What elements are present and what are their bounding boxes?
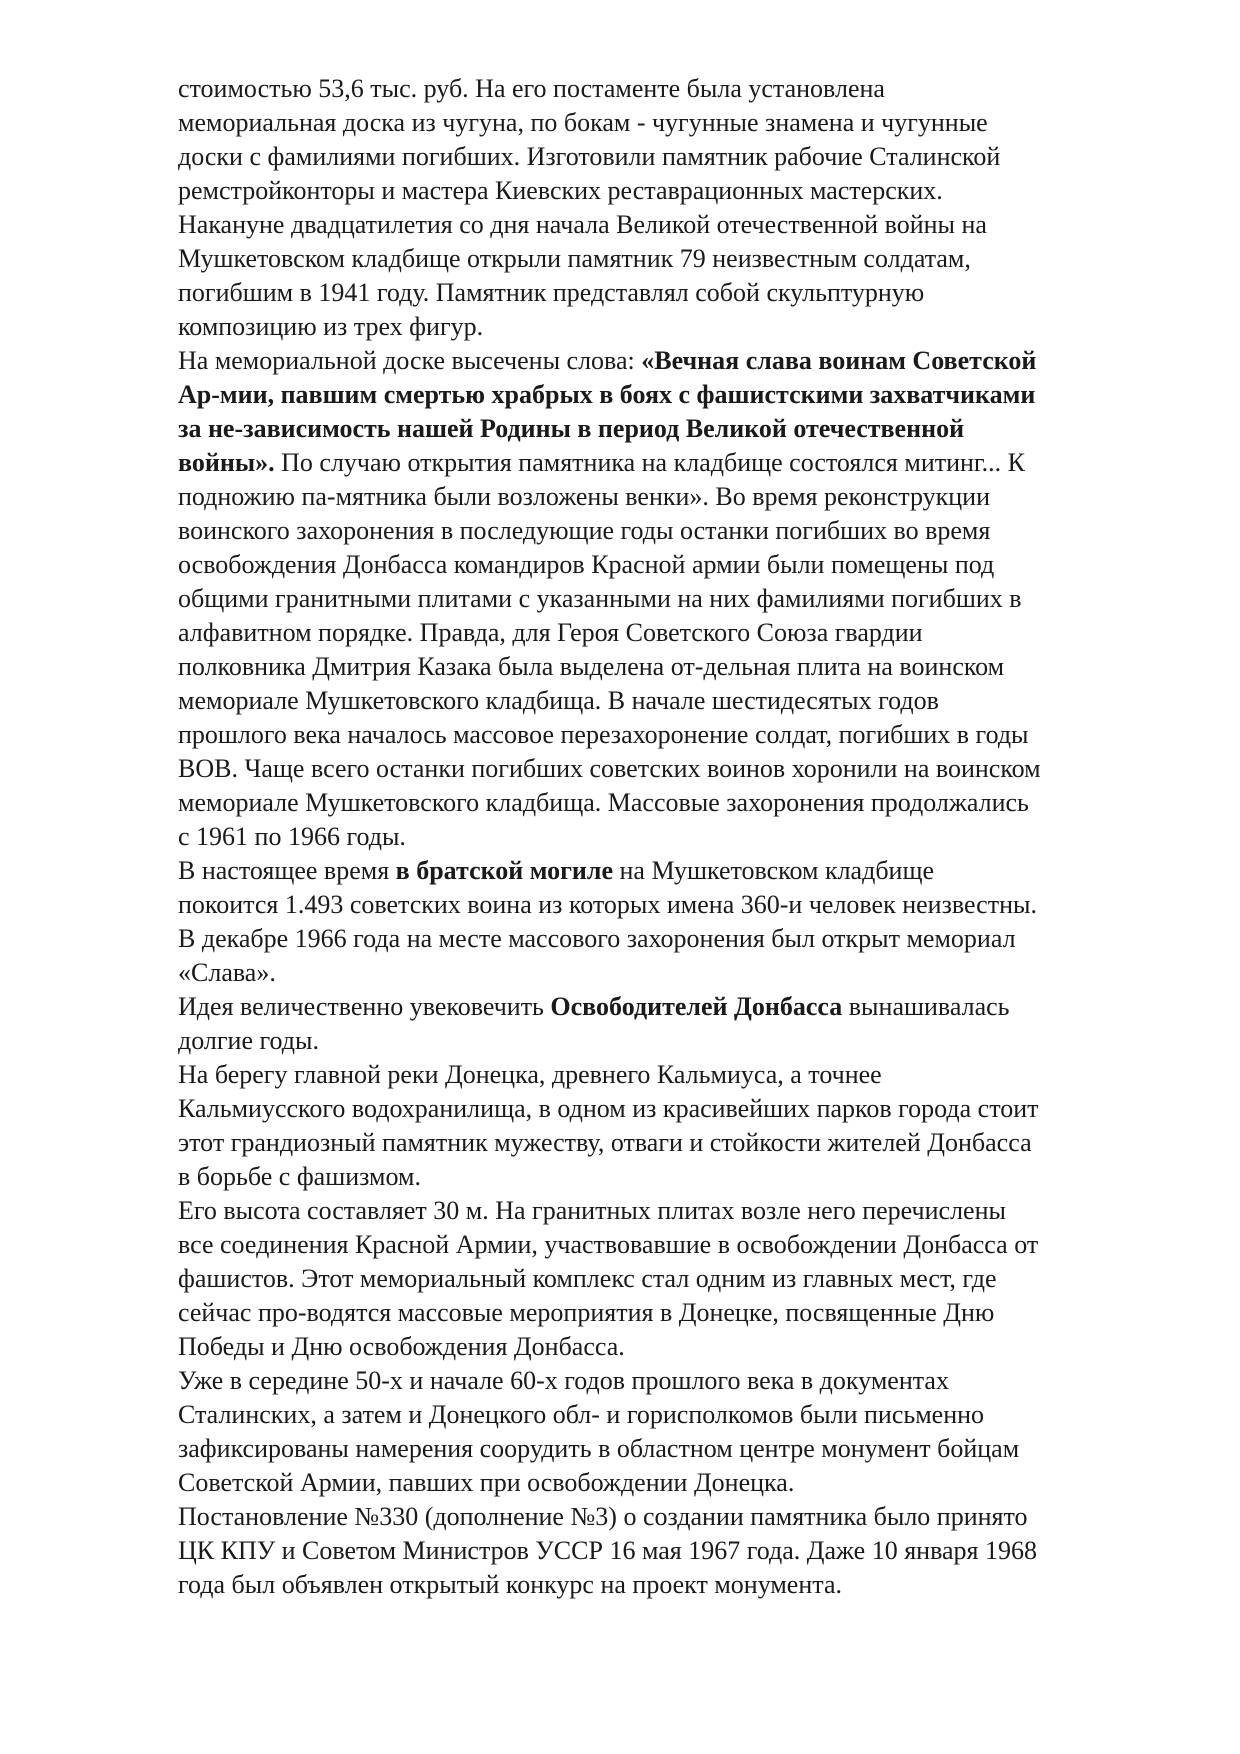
text-line: зафиксированы намерения соорудить в областном центре монумент бойцам xyxy=(178,1434,1020,1463)
text-line: Победы и Дню освобождения Донбасса. xyxy=(178,1332,625,1361)
paragraph-resolution-330 xyxy=(178,1500,1178,1602)
inscription-bold: «Вечная слава воинам Советской xyxy=(641,346,1037,375)
text-line: Сталинских, а затем и Донецкого обл- и горисполкомов были письменно xyxy=(178,1400,985,1429)
text-line: сейчас про-водятся массовые мероприятия в Донецке, посвященные Дню xyxy=(178,1298,995,1327)
text-line: ЦК КПУ и Советом Министров УССР 16 мая 1967 года. Даже 10 января 1968 xyxy=(178,1536,1038,1565)
text-line: мемориале Мушкетовского кладбища. Массовые захоронения продолжались xyxy=(178,788,1029,817)
text-line: фашистов. Этот мемориальный комплекс стал одним из главных мест, где xyxy=(178,1264,997,1293)
text-line: ВОВ. Чаще всего останки погибших советских воинов хоронили на воинском xyxy=(178,754,1041,783)
text-line: Мушкетовском кладбище открыли памятник 79 неизвестным солдатам, xyxy=(178,244,971,273)
inscription-bold: за не-зависимость нашей Родины в период Великой отечественной xyxy=(178,414,965,443)
text-line: Уже в середине 50-х и начале 60-х годов прошлого века в документах xyxy=(178,1366,949,1395)
text-line: композицию из трех фигур. xyxy=(178,312,484,341)
text-line: погибшим в 1941 году. Памятник представлял собой скульптурную xyxy=(178,278,925,307)
text-line: «Слава». xyxy=(178,958,276,987)
text-line xyxy=(178,412,1178,446)
text-line: покоится 1.493 советских воина из которых имена 360-и человек неизвестны. xyxy=(178,890,1037,919)
text-line: воинского захоронения в последующие годы останки погибших во время xyxy=(178,516,991,545)
text-line: долгие годы. xyxy=(178,1026,319,1055)
text-line: подножию па-мятника были возложены венки». Во время реконструкции xyxy=(178,482,990,511)
text-line: с 1961 по 1966 годы. xyxy=(178,822,406,851)
text-line: прошлого века началось массовое перезахоронение солдат, погибших в годы xyxy=(178,720,1029,749)
text-line: войны». По случаю открытия памятника на кладбище состоялся митинг... К xyxy=(178,448,1025,477)
paragraph-mass-grave xyxy=(178,854,1178,922)
text-line: общими гранитными плитами с указанными на них фамилиями погибших в xyxy=(178,584,1022,613)
text-line: Советской Армии, павших при освобождении Донецка. xyxy=(178,1468,795,1497)
text-line: мемориальная доска из чугуна, по бокам - чугунные знамена и чугунные xyxy=(178,108,988,137)
text-line: года был объявлен открытый конкурс на проект монумента. xyxy=(178,1570,842,1599)
paragraph-liberators-idea xyxy=(178,990,1178,1058)
paragraph-monument-cost xyxy=(178,72,1178,208)
paragraph-slava-memorial xyxy=(178,922,1178,990)
paragraph-unknown-soldiers xyxy=(178,208,1178,344)
text-line: освобождения Донбасса командиров Красной армии были помещены под xyxy=(178,550,995,579)
text-line: доски с фамилиями погибших. Изготовили памятник рабочие Сталинской xyxy=(178,142,1001,171)
document-page xyxy=(178,72,1178,1602)
text-line: полковника Дмитрия Казака была выделена от-дельная плита на воинском xyxy=(178,652,1005,681)
mass-grave-bold: в братской могиле xyxy=(395,856,614,885)
text-line: В настоящее время в братской могиле на Мушкетовском кладбище xyxy=(178,856,935,885)
text-line: этот грандиозный памятник мужеству, отваги и стойкости жителей Донбасса xyxy=(178,1128,1032,1157)
inscription-bold: войны». xyxy=(178,448,275,477)
text-line: стоимостью 53,6 тыс. руб. На его постаменте была установлена xyxy=(178,74,885,103)
text-line: все соединения Красной Армии, участвовавшие в освобождении Донбасса от xyxy=(178,1230,1039,1259)
text-line: мемориале Мушкетовского кладбища. В начале шестидесятых годов xyxy=(178,686,939,715)
text-line: Накануне двадцатилетия со дня начала Великой отечественной войны на xyxy=(178,210,987,239)
text-line: Его высота составляет 30 м. На гранитных плитах возле него перечислены xyxy=(178,1196,1006,1225)
liberators-bold: Освободителей Донбасса xyxy=(550,992,843,1021)
text-line: алфавитном порядке. Правда, для Героя Советского Союза гвардии xyxy=(178,618,923,647)
paragraph-kalmius-bank xyxy=(178,1058,1178,1194)
paragraph-memorial-inscription xyxy=(178,344,1178,854)
text-line: Кальмиусского водохранилища, в одном из красивейших парков города стоит xyxy=(178,1094,1039,1123)
text-line: В декабре 1966 года на месте массового захоронения был открыт мемориал xyxy=(178,924,1016,953)
text-line: Идея величественно увековечить Освободителей Донбасса вынашивалась xyxy=(178,992,1010,1021)
text-line: в борьбе с фашизмом. xyxy=(178,1162,421,1191)
text-line: Постановление №330 (дополнение №3) о создании памятника было принято xyxy=(178,1502,1028,1531)
text-line: ремстройконторы и мастера Киевских реставрационных мастерских. xyxy=(178,176,943,205)
text-line xyxy=(178,378,1178,412)
text-line: На мемориальной доске высечены слова: «Вечная слава воинам Советской xyxy=(178,346,1037,375)
text-line: На берегу главной реки Донецка, древнего Кальмиуса, а точнее xyxy=(178,1060,882,1089)
paragraph-monument-height xyxy=(178,1194,1178,1364)
inscription-bold: Ар-мии, павшим смертью храбрых в боях с фашистскими захватчиками xyxy=(178,380,1036,409)
paragraph-documents-history xyxy=(178,1364,1178,1500)
